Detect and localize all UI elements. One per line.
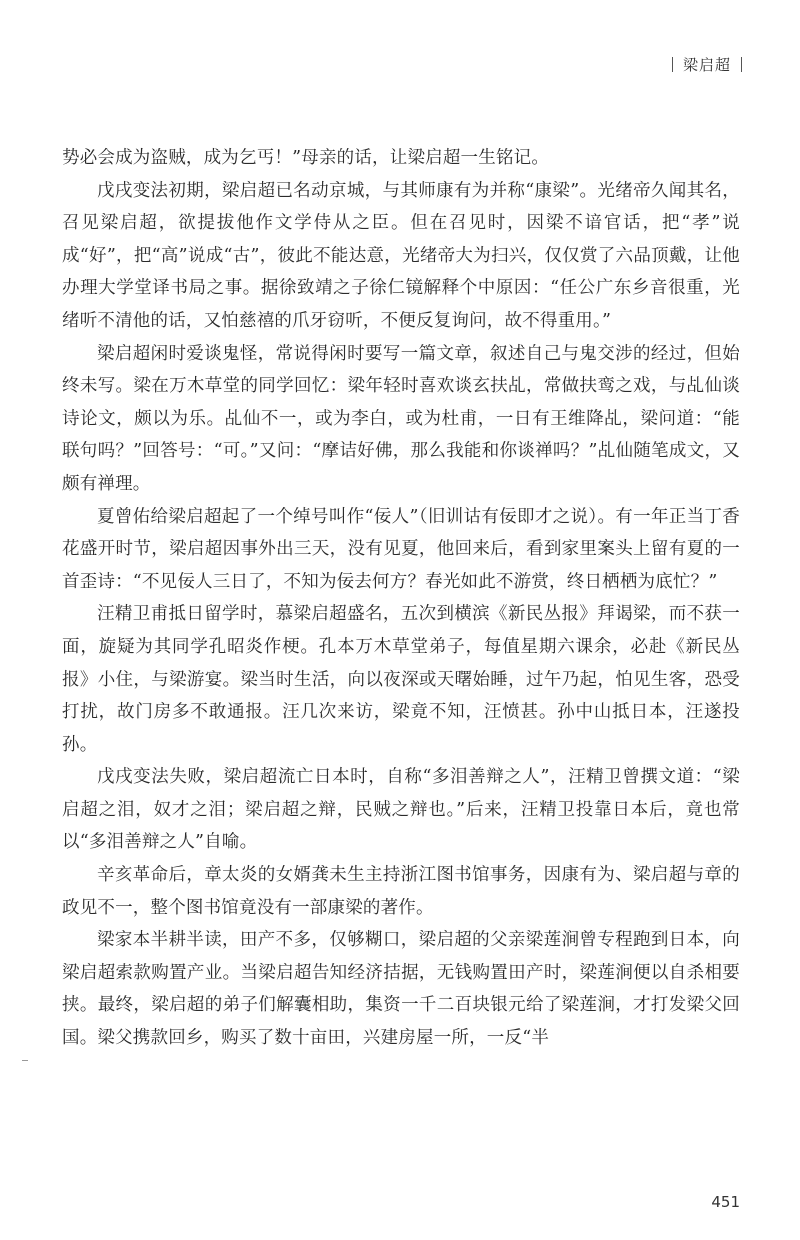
running-head-title: 梁启超 (682, 56, 731, 74)
margin-mark (22, 1060, 28, 1061)
running-head-divider-left (672, 57, 673, 72)
running-head-divider-right (741, 57, 742, 72)
paragraph: 戊戌变法失败，梁启超流亡日本时，自称“多泪善辩之人”，汪精卫曾撰文道：“梁启超之泪，奴才之泪；梁启超之辩，民贼之辩也。”后来，汪精卫投靠日本后，竟也常以“多泪善辩之人”自喻。 (62, 767, 740, 853)
page-number: 451 (711, 1193, 740, 1211)
paragraph: 汪精卫甫抵日留学时，慕梁启超盛名，五次到横滨《新民丛报》拜谒梁，而不获一面，旋疑为其同学孔昭炎作梗。孔本万木草堂弟子，每值星期六课余，必赴《新民丛报》小住，与梁游宴。梁当时生活，向以夜深或天曙始睡，过午乃起，怕见生客，恐受打扰，故门房多不敢通报。汪几次来访，梁竟不知，汪愤甚。孙中山抵日本，汪遂投孙。 (62, 604, 740, 755)
body-text (62, 142, 740, 1055)
paragraph-continued: 势必会成为盗贼，成为乞丐！”母亲的话，让梁启超一生铭记。 (62, 148, 550, 168)
running-head (662, 54, 752, 75)
paragraph: 梁启超闲时爱谈鬼怪，常说得闲时要写一篇文章，叙述自己与鬼交涉的经过，但始终未写。梁在万木草堂的同学回忆：梁年轻时喜欢谈玄扶乩，常做扶鸾之戏，与乩仙谈诗论文，颇以为乐。乩仙不一，或为李白，或为杜甫，一日有王维降乩，梁问道：“能联句吗？”回答号：“可。”又问：“摩诘好佛，那么我能和你谈禅吗？”乩仙随笔成文，又颇有禅理。 (62, 343, 740, 494)
paragraph: 辛亥革命后，章太炎的女婿龚未生主持浙江图书馆事务，因康有为、梁启超与章的政见不一，整个图书馆竟没有一部康梁的著作。 (62, 865, 740, 918)
paragraph: 戊戌变法初期，梁启超已名动京城，与其师康有为并称“康梁”。光绪帝久闻其名，召见梁启超，欲提拔他作文学侍从之臣。但在召见时，因梁不谙官话，把“孝”说成“好”，把“高”说成“古”，彼此不能达意，光绪帝大为扫兴，仅仅赏了六品顶戴，让他办理大学堂译书局之事。据徐致靖之子徐仁镜解释个中原因：“任公广东乡音很重，光绪听不清他的话，又怕慈禧的爪牙窃听，不便反复询问，故不得重用。” (62, 180, 740, 331)
paragraph: 梁家本半耕半读，田产不多，仅够糊口，梁启超的父亲梁莲涧曾专程跑到日本，向梁启超索款购置产业。当梁启超告知经济拮据，无钱购置田产时，梁莲涧便以自杀相要挟。最终，梁启超的弟子们解囊相助，集资一千二百块银元给了梁莲涧，才打发梁父回国。梁父携款回乡，购买了数十亩田，兴建房屋一所，一反“半 (62, 930, 740, 1049)
paragraph: 夏曾佑给梁启超起了一个绰号叫作“佞人”（旧训诂有佞即才之说）。有一年正当丁香花盛开时节，梁启超因事外出三天，没有见夏，他回来后，看到家里案头上留有夏的一首歪诗：“不见佞人三日了，不知为佞去何方？春光如此不游赏，终日栖栖为底忙？” (62, 506, 740, 592)
